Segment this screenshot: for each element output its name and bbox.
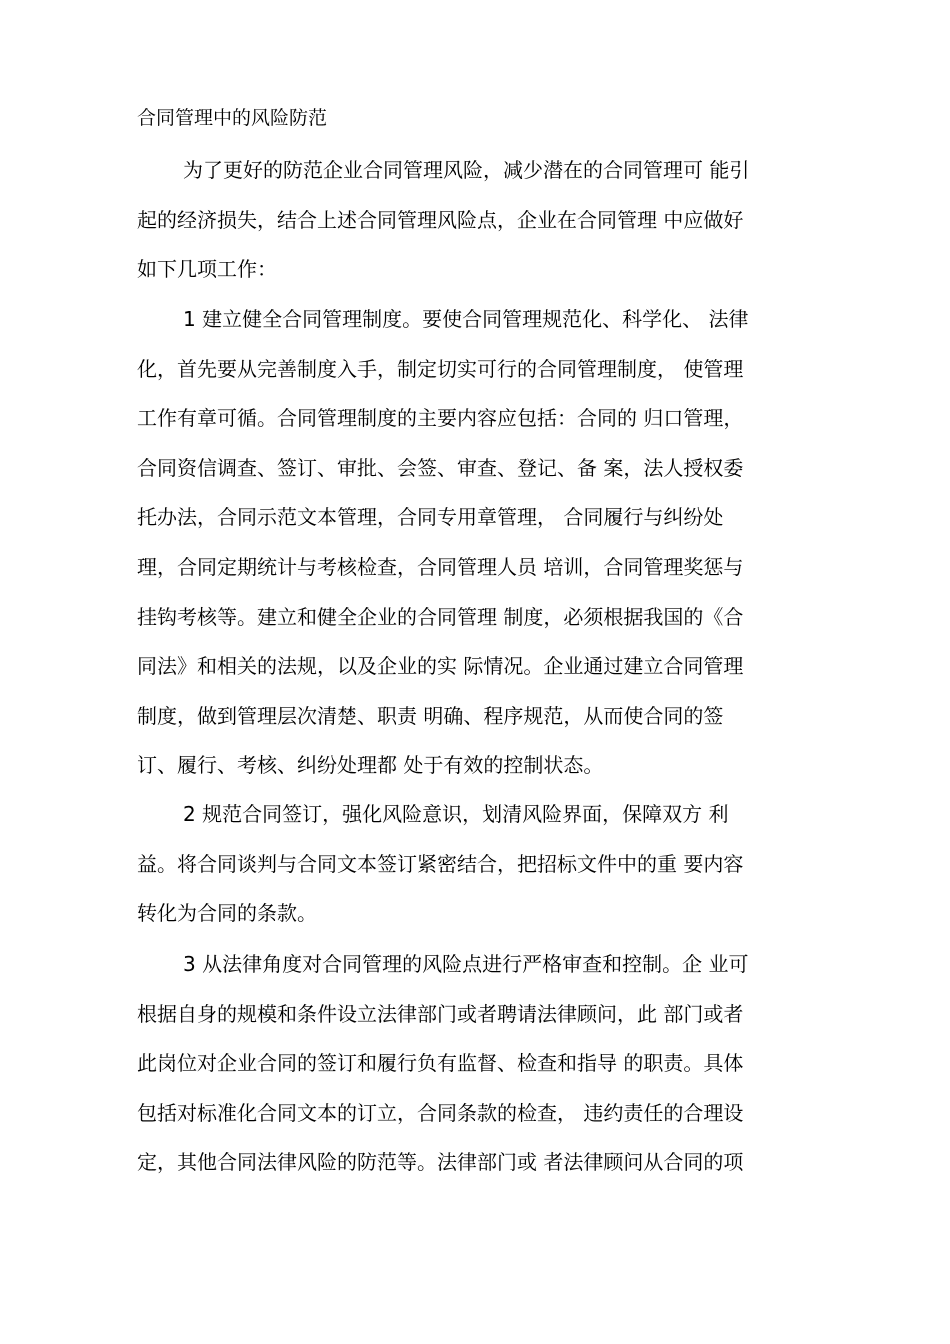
text-line: 2 规范合同签订，强化风险意识，划清风险界面，保障双方 利 [183, 802, 729, 826]
text-line: 制度，做到管理层次清楚、职责 明确、程序规范，从而使合同的签 [137, 703, 724, 728]
text-line: 订、履行、考核、纠纷处理都 处于有效的控制状态。 [137, 753, 604, 778]
text-line: 根据自身的规模和条件设立法律部门或者聘请法律顾问，此 部门或者 [137, 1001, 744, 1026]
text-line: 1 建立健全合同管理制度。要使合同管理规范化、科学化、 法律 [183, 307, 749, 331]
text-line: 托办法，合同示范文本管理，合同专用章管理， 合同履行与纠纷处 [137, 505, 724, 530]
text-line: 包括对标准化合同文本的订立，合同条款的检查， 违约责任的合理设 [137, 1100, 744, 1125]
text-line: 3 从法律角度对合同管理的风险点进行严格审查和控制。企 业可 [183, 952, 749, 976]
text-line: 挂钩考核等。建立和健全企业的合同管理 制度，必须根据我国的《合 [137, 604, 744, 629]
text-line: 起的经济损失，结合上述合同管理风险点，企业在合同管理 中应做好 [137, 207, 744, 232]
text-line: 工作有章可循。合同管理制度的主要内容应包括：合同的 归口管理， [137, 406, 744, 431]
text-line: 为了更好的防范企业合同管理风险，减少潜在的合同管理可 能引 [183, 158, 750, 182]
text-line: 定，其他合同法律风险的防范等。法律部门或 者法律顾问从合同的项 [137, 1150, 744, 1175]
paragraph-item-3 [137, 940, 827, 1188]
paragraph-item-1 [137, 295, 827, 791]
text-line: 转化为合同的条款。 [137, 901, 317, 926]
text-line: 化，首先要从完善制度入手，制定切实可行的合同管理制度， 使管理 [137, 356, 744, 381]
text-line: 合同资信调查、签订、审批、会签、审查、登记、备 案，法人授权委 [137, 455, 744, 480]
paragraph-intro [137, 146, 827, 295]
document-title: 合同管理中的风险防范 [137, 107, 328, 129]
text-line: 此岗位对企业合同的签订和履行负有监督、检查和指导 的职责。具体 [137, 1051, 744, 1076]
text-line: 如下几项工作： [137, 257, 277, 282]
paragraph-item-2 [137, 790, 827, 939]
text-line: 理，合同定期统计与考核检查，合同管理人员 培训，合同管理奖惩与 [137, 554, 744, 579]
text-line: 益。将合同谈判与合同文本签订紧密结合，把招标文件中的重 要内容 [137, 851, 744, 876]
text-line: 同法》和相关的法规，以及企业的实 际情况。企业通过建立合同管理 [137, 654, 744, 679]
